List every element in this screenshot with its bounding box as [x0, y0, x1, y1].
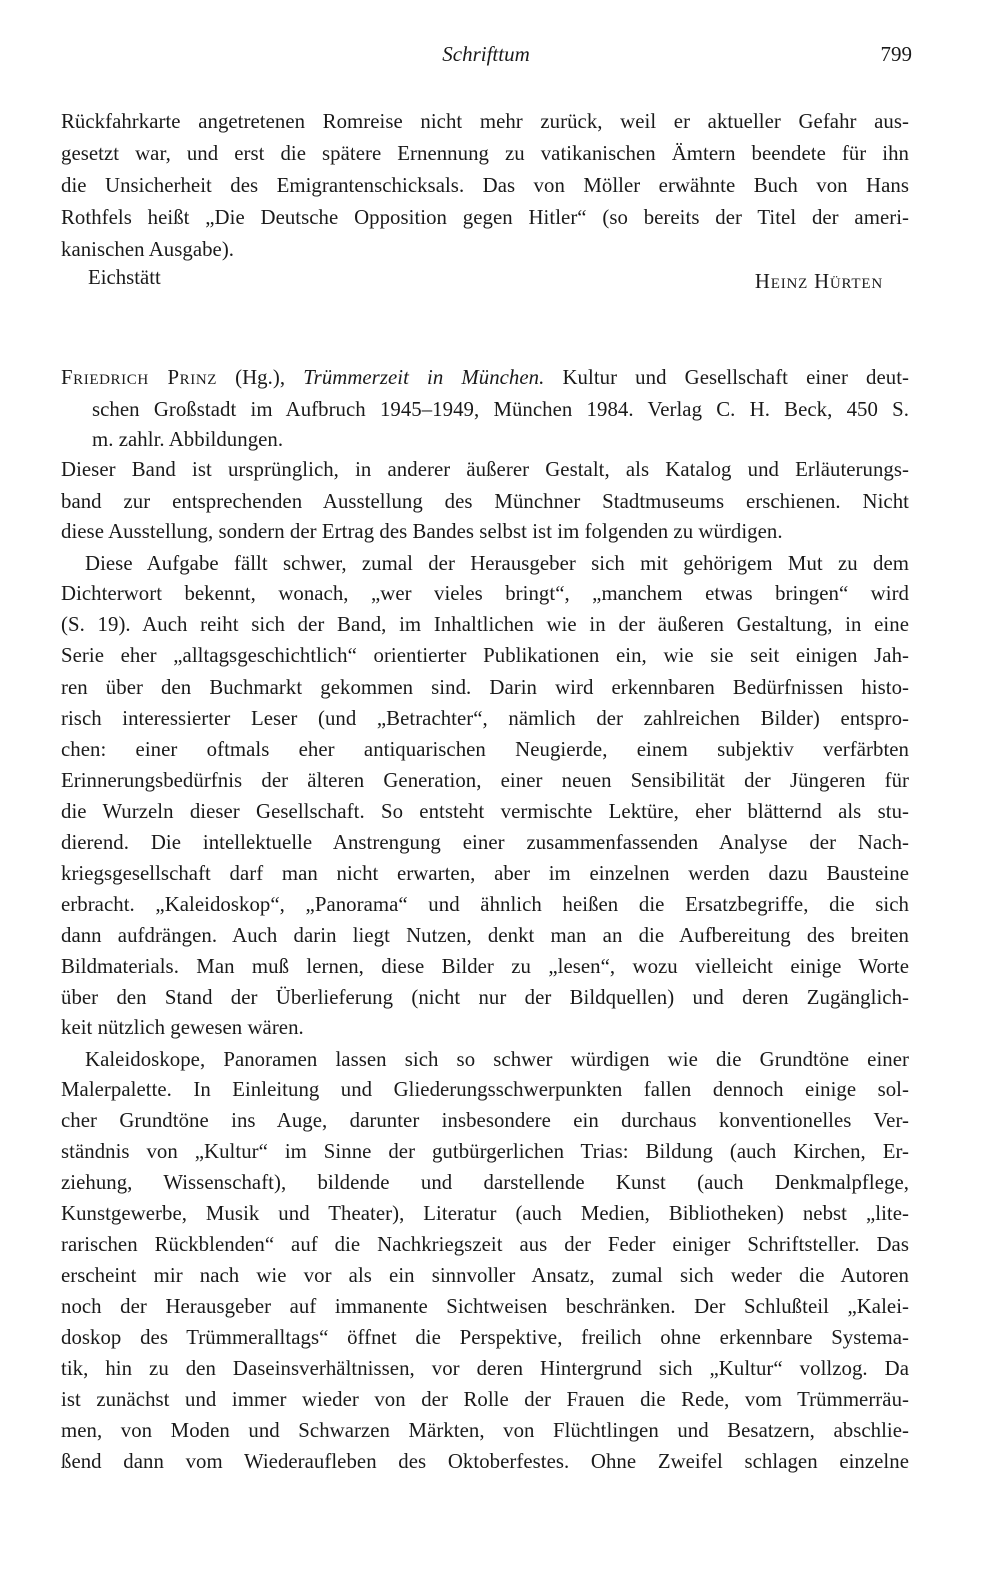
citation-line-2: schen Großstadt im Aufbruch 1945–1949, München 1984. Verlag C. H. Beck, 450 S. — [92, 398, 909, 421]
review-line: chen: einer oftmals eher antiquarischen Neugierde, einem subjektiv verfärbten — [61, 738, 909, 761]
running-title: Schrifttum — [442, 42, 530, 66]
review-line: men, von Moden und Schwarzen Märkten, von Flüchtlingen und Besatzern, abschlie- — [61, 1419, 909, 1442]
review-line: doskop des Trümmeralltags“ öffnet die Perspektive, freilich ohne erkennbare Systema- — [61, 1326, 909, 1349]
review-line: ziehung, Wissenschaft), bildende und darstellende Kunst (auch Denkmalpflege, — [61, 1171, 909, 1194]
prev-review-line: Rückfahrkarte angetretenen Romreise nicht mehr zurück, weil er aktueller Gefahr aus- — [61, 110, 909, 133]
review-line: ßend dann vom Wiederaufleben des Oktoberfestes. Ohne Zweifel schlagen einzelne — [61, 1450, 909, 1473]
review-line: band zur entsprechenden Ausstellung des Münchner Stadtmuseums erschienen. Nicht — [61, 490, 909, 513]
prev-review-line: gesetzt war, und erst die spätere Ernennung zu vatikanischen Ämtern beendete für ihn — [61, 142, 909, 165]
running-head — [60, 42, 912, 72]
citation-subtitle: Kultur und Gesellschaft einer deut- — [562, 366, 910, 389]
citation-editor-mark: (Hg.), — [235, 366, 286, 389]
review-line: Erinnerungsbedürfnis der älteren Generation, einer neuen Sensibilität der Jüngeren für — [61, 769, 909, 792]
page-number: 799 — [880, 42, 912, 66]
review-line: erbracht. „Kaleidoskop“, „Panorama“ und ähnlich heißen die Ersatzbegriffe, die sich — [61, 893, 909, 916]
review-line: rarischen Rückblenden“ auf die Nachkriegszeit aus der Feder einiger Schriftsteller. Das — [61, 1233, 909, 1256]
review-line: über den Stand der Überlieferung (nicht nur der Bildquellen) und deren Zugänglich- — [61, 986, 909, 1009]
review-line: ren über den Buchmarkt gekommen sind. Darin wird erkennbaren Bedürfnissen histo- — [61, 676, 909, 699]
review-line: diese Ausstellung, sondern der Ertrag des Bandes selbst ist im folgenden zu würdigen. — [61, 520, 783, 543]
review-line: Serie eher „alltagsgeschichtlich“ orientierter Publikationen ein, wie sie seit einigen Jah- — [61, 644, 909, 667]
review-line: dierend. Die intellektuelle Anstrengung einer zusammenfassenden Analyse der Nach- — [61, 831, 909, 854]
review-line: Bildmaterials. Man muß lernen, diese Bilder zu „lesen“, wozu vielleicht einige Worte — [61, 955, 909, 978]
review-line: erscheint mir nach wie vor als ein sinnvoller Ansatz, zumal sich weder die Autoren — [61, 1264, 909, 1287]
review-line: Dieser Band ist ursprünglich, in anderer äußerer Gestalt, als Katalog und Erläuterungs- — [61, 458, 909, 481]
review-line: dann aufdrängen. Auch darin liegt Nutzen, denkt man an die Aufbereitung des breiten — [61, 924, 909, 947]
review-line: risch interessierter Leser (und „Betrachter“, nämlich der zahlreichen Bilder) entspro- — [61, 707, 909, 730]
review-line: keit nützlich gewesen wären. — [61, 1016, 304, 1039]
review-line: ist zunächst und immer wieder von der Rolle der Frauen die Rede, vom Trümmerräu- — [61, 1388, 909, 1411]
review-line: Diese Aufgabe fällt schwer, zumal der Herausgeber sich mit gehörigem Mut zu dem — [85, 552, 909, 575]
review-line: Kunstgewerbe, Musik und Theater), Literatur (auch Medien, Bibliotheken) nebst „lite- — [61, 1202, 909, 1225]
review-place: Eichstätt — [88, 266, 161, 289]
review-line: tik, hin zu den Daseinsverhältnissen, vor deren Hintergrund sich „Kultur“ vollzog. Da — [61, 1357, 909, 1380]
review-line: Dichterwort bekennt, wonach, „wer vieles bringt“, „manchem etwas bringen“ wird — [61, 582, 909, 605]
review-line: die Wurzeln dieser Gesellschaft. So entsteht vermischte Lektüre, eher blätternd als stu- — [61, 800, 909, 823]
prev-review-line: kanischen Ausgabe). — [61, 238, 235, 261]
citation-line-1 — [61, 364, 909, 392]
reviewer-name: Heinz Hürten — [754, 270, 883, 293]
citation-title: Trümmerzeit in München. — [303, 366, 545, 389]
prev-review-line: die Unsicherheit des Emigrantenschicksals. Das von Möller erwähnte Buch von Hans — [61, 174, 909, 197]
review-line: (S. 19). Auch reiht sich der Band, im Inhaltlichen wie in der äußeren Gestaltung, in eine — [61, 613, 909, 636]
review-line: Malerpalette. In Einleitung und Gliederungsschwerpunkten fallen dennoch einige sol- — [61, 1078, 909, 1101]
review-line: cher Grundtöne ins Auge, darunter insbesondere ein durchaus konventionelles Ver- — [61, 1109, 909, 1132]
prev-review-line: Rothfels heißt „Die Deutsche Opposition gegen Hitler“ (so bereits der Titel der ameri- — [61, 206, 909, 229]
review-line: Kaleidoskope, Panoramen lassen sich so schwer würdigen wie die Grundtöne einer — [85, 1048, 909, 1071]
citation-author: Friedrich Prinz — [61, 366, 218, 389]
review-line: ständnis von „Kultur“ im Sinne der gutbürgerlichen Trias: Bildung (auch Kirchen, Er- — [61, 1140, 909, 1163]
review-line: noch der Herausgeber auf immanente Sichtweisen beschränken. Der Schlußteil „Kalei- — [61, 1295, 909, 1318]
citation-line-3: m. zahlr. Abbildungen. — [92, 428, 284, 451]
review-line: kriegsgesellschaft darf man nicht erwarten, aber im einzelnen werden dazu Bausteine — [61, 862, 909, 885]
